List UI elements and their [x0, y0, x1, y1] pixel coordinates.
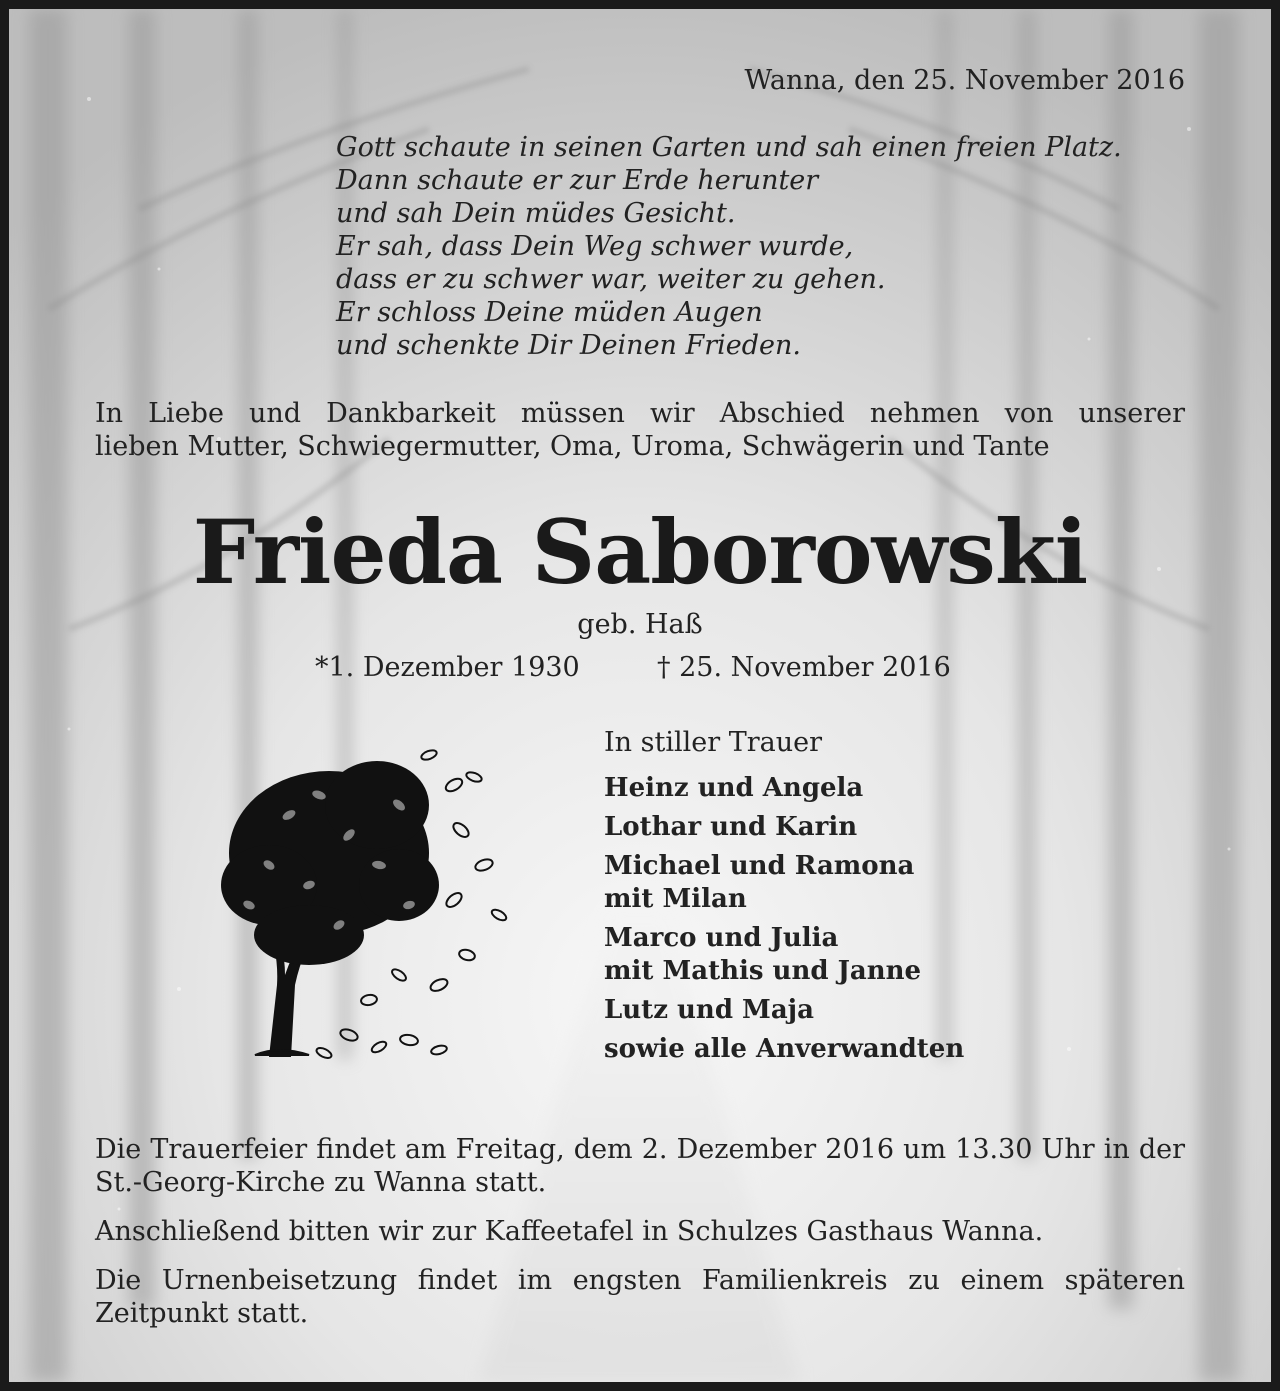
poem-line: Dann schaute er zur Erde herunter [336, 165, 819, 196]
mourner-line: sowie alle Anverwandten [604, 1034, 965, 1064]
poem [336, 131, 1122, 362]
place-date: Wanna, den 25. November 2016 [744, 65, 1185, 96]
obituary-content [9, 9, 1271, 1382]
mourners-list [604, 726, 964, 1072]
death-date: † 25. November 2016 [657, 652, 951, 683]
mourner-line: Michael und Ramona [604, 851, 915, 881]
deceased-name: Frieda Saborowski [192, 500, 1088, 604]
intro-line: In Liebe und Dankbarkeit müssen wir Abschied nehmen von unserer [95, 398, 1185, 429]
maiden-name: geb. Haß [577, 609, 703, 640]
mourner-line: Heinz und Angela [604, 773, 864, 803]
funeral-notices [95, 1133, 1185, 1346]
mourner-group [604, 772, 964, 805]
funeral-notice: Die Trauerfeier findet am Freitag, dem 2. Dezember 2016 um 13.30 Uhr in der St.-Georg-Kirche zu Wanna statt. [95, 1134, 1185, 1198]
mourner-group [604, 1033, 964, 1066]
intro-text [95, 397, 1185, 463]
poem-line: und schenkte Dir Deinen Frieden. [336, 330, 802, 361]
urn-notice: Die Urnenbeisetzung findet im engsten Familienkreis zu einem späteren Zeitpunkt statt. [95, 1265, 1185, 1329]
mourner-group [604, 922, 964, 988]
birth-date: *1. Dezember 1930 [315, 652, 580, 683]
mourner-line: Lothar und Karin [604, 812, 858, 842]
poem-line: Gott schaute in seinen Garten und sah einen freien Platz. [336, 132, 1122, 163]
mourner-line: Lutz und Maja [604, 995, 814, 1025]
poem-line: Er sah, dass Dein Weg schwer wurde, [336, 231, 854, 262]
mourner-line: mit Milan [604, 884, 747, 914]
poem-line: und sah Dein müdes Gesicht. [336, 198, 736, 229]
mourner-line: mit Mathis und Janne [604, 956, 922, 986]
coffee-notice: Anschließend bitten wir zur Kaffeetafel in Schulzes Gasthaus Wanna. [95, 1216, 1044, 1247]
mourner-line: Marco und Julia [604, 923, 839, 953]
mourner-group [604, 850, 964, 916]
mourner-group [604, 994, 964, 1027]
poem-line: dass er zu schwer war, weiter zu gehen. [336, 264, 886, 295]
mourner-group [604, 811, 964, 844]
mourners-heading: In stiller Trauer [604, 727, 823, 758]
poem-line: Er schloss Deine müden Augen [336, 297, 763, 328]
tree-with-leaves-icon [199, 735, 519, 1065]
intro-line: lieben Mutter, Schwiegermutter, Oma, Uroma, Schwägerin und Tante [95, 431, 1050, 462]
